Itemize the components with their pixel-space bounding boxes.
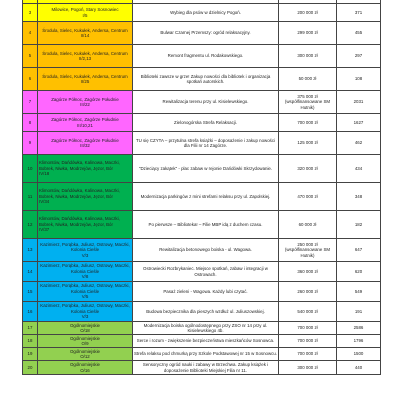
row-description: Budowa bezpiecznika dla pieszych wzdłuż ul. Juliuszowskiej. xyxy=(133,302,279,322)
row-cost: 320 000 zł xyxy=(279,155,337,183)
row-number: 18 xyxy=(23,335,38,348)
row-votes: 182 xyxy=(337,211,381,239)
row-area: Kazimierz, Porąbka, Juliusz, Ostrowy, Maczki, Kolonia Cieśle V/5 xyxy=(38,282,133,302)
table-row xyxy=(23,361,381,375)
row-number: 14 xyxy=(23,262,38,282)
row-cost: 299 000 zł xyxy=(279,22,337,45)
row-area: Zagórze Północ, Zagórze Południe III/22 xyxy=(38,91,133,114)
row-votes: 440 xyxy=(337,361,381,375)
row-number: 17 xyxy=(23,322,38,335)
row-votes: 2031 xyxy=(337,91,381,114)
row-number: 6 xyxy=(23,68,38,91)
row-area: Klimontów, Dańdówka, Kalinowa, Maczki, Bobrek, Niwka, Modrzejów, Jęzor, Bór IV/18 xyxy=(38,155,133,183)
row-description: Serce i rozum - zwiększenie bezpieczeństwa mieszkańców Sosnowca. xyxy=(133,335,279,348)
row-description: TU się CZYTA – przytulna strefa książki – doposażenie i zakup nowości dla Filii nr 14 Zagórze. xyxy=(133,132,279,155)
row-description: Rewitalizacja terenu przy ul. Kisielewskiego. xyxy=(133,91,279,114)
row-area: Kazimierz, Porąbka, Juliusz, Ostrowy, Maczki, Kolonia Cieśle V/3 xyxy=(38,302,133,322)
row-description: Remont fragmentu ul. Rodakowskiego. xyxy=(133,45,279,68)
row-area: Ogólnomiejskie O/16 xyxy=(38,361,133,375)
table-row xyxy=(23,348,381,361)
row-cost: 700 000 zł xyxy=(279,348,337,361)
row-area: Zagórze Północ, Zagórze Południe III/10,21 xyxy=(38,114,133,132)
row-votes: 462 xyxy=(337,132,381,155)
row-description: Strefa relaksu pod chmurką przy Szkole Podstawowej nr 15 w Sosnowcu. xyxy=(133,348,279,361)
row-votes: 348 xyxy=(337,183,381,211)
row-description: Ostrowiecki Rozbrykaniec. Miejsce spotkań, zabaw i integracji w Ostrowach. xyxy=(133,262,279,282)
row-number: 19 xyxy=(23,348,38,361)
row-area: Milowice, Pogoń, Stary Sosnowiec I/5 xyxy=(38,4,133,22)
table-row xyxy=(23,114,381,132)
row-area: Ogólnomiejskie O/18 xyxy=(38,322,133,335)
row-area: Kazimierz, Porąbka, Juliusz, Ostrowy, Maczki, Kolonia Cieśle V/3 xyxy=(38,239,133,262)
row-area: Zagórze Północ, Zagórze Południe III/32 xyxy=(38,132,133,155)
table-row xyxy=(23,68,381,91)
table-row xyxy=(23,239,381,262)
table-row xyxy=(23,262,381,282)
row-description: Rewitalizacja betonowego boiska - ul. Wagowa. xyxy=(133,239,279,262)
row-number: 4 xyxy=(23,22,38,45)
row-number: 11 xyxy=(23,183,38,211)
row-number: 10 xyxy=(23,155,38,183)
row-number: 15 xyxy=(23,282,38,302)
row-number: 13 xyxy=(23,239,38,262)
row-cost: 60 000 zł xyxy=(279,211,337,239)
row-area: Środula, Sielec, Kukułek, Andersa, Centrum II/2,13 xyxy=(38,45,133,68)
row-votes: 191 xyxy=(337,302,381,322)
row-votes: 1627 xyxy=(337,114,381,132)
row-votes: 108 xyxy=(337,68,381,91)
row-area: Ogólnomiejskie O/9 xyxy=(38,335,133,348)
row-number: 9 xyxy=(23,132,38,155)
row-description: Modernizacja parkingów z mini strefami relaksu przy ul. Zapolskiej. xyxy=(133,183,279,211)
table-row xyxy=(23,282,381,302)
row-description: "Dzieciący zakątek" - plac zabaw w rejonie Dańdówki Skrzydowanie. xyxy=(133,155,279,183)
row-description: Modernizacja boiska ogólnodostępnego przy ZSO nr 14 przy ul. Kisielewskiego 4b. xyxy=(133,322,279,335)
row-area: Klimontów, Dańdówka, Kalinowa, Maczki, Bobrek, Niwka, Modrzejów, Jęzor, Bór IV/37 xyxy=(38,211,133,239)
row-cost: 375 000 zł (współfinansowane SM Hutnik) xyxy=(279,91,337,114)
table-row xyxy=(23,183,381,211)
row-description: Biblioteki zawsze w grze! Zakup nowości dla bibliotek i organizacja spotkań autorskich. xyxy=(133,68,279,91)
table-row xyxy=(23,4,381,22)
row-number: 3 xyxy=(23,4,38,22)
table-row xyxy=(23,91,381,114)
row-votes: 549 xyxy=(337,282,381,302)
table-row xyxy=(23,302,381,322)
row-votes: 1796 xyxy=(337,335,381,348)
row-cost: 700 000 zł xyxy=(279,114,337,132)
row-votes: 371 xyxy=(337,4,381,22)
row-description: Sensoryczny ogród nauki i zabawy w Brzechwa. Zakup książek i doposażenie Biblioteki Miejskiej Filia nr 11. xyxy=(133,361,279,375)
row-cost: 125 000 zł xyxy=(279,132,337,155)
row-area: Środula, Sielec, Kukułek, Andersa, Centrum II/14 xyxy=(38,22,133,45)
row-votes: 647 xyxy=(337,239,381,262)
row-cost: 50 000 zł xyxy=(279,68,337,91)
table-row xyxy=(23,155,381,183)
row-cost: 700 000 zł xyxy=(279,335,337,348)
row-votes: 434 xyxy=(337,155,381,183)
row-cost: 700 000 zł xyxy=(279,322,337,335)
row-number: 8 xyxy=(23,114,38,132)
table-row xyxy=(23,211,381,239)
row-cost: 200 000 zł xyxy=(279,4,337,22)
table-row xyxy=(23,335,381,348)
row-number: 7 xyxy=(23,91,38,114)
row-description: Wybieg dla psów w dzielnicy Pogoń. xyxy=(133,4,279,22)
row-area: Kazimierz, Porąbka, Juliusz, Ostrowy, Maczki, Kolonia Cieśle V/8 xyxy=(38,262,133,282)
row-cost: 300 000 zł xyxy=(279,361,337,375)
row-number: 16 xyxy=(23,302,38,322)
projects-table-body xyxy=(23,0,381,375)
row-description: Po pierwsze – Biblioteka! – Filie MBP idą z duchem czasu. xyxy=(133,211,279,239)
row-votes: 455 xyxy=(337,22,381,45)
table-row xyxy=(23,322,381,335)
row-description: Bulwar Czarnej Przemszy: ogród relaksacyjny. xyxy=(133,22,279,45)
row-cost: 260 000 zł xyxy=(279,282,337,302)
projects-table xyxy=(22,0,381,375)
row-votes: 2586 xyxy=(337,322,381,335)
table-row xyxy=(23,132,381,155)
row-number: 20 xyxy=(23,361,38,375)
row-area: Ogólnomiejskie O/12 xyxy=(38,348,133,361)
row-votes: 297 xyxy=(337,45,381,68)
row-description: Zielonogórska Strefa Relaksacji. xyxy=(133,114,279,132)
row-cost: 300 000 zł xyxy=(279,45,337,68)
row-votes: 620 xyxy=(337,262,381,282)
row-description: Pasaż zieleni - Wagowa. Każdy lubi czytać. xyxy=(133,282,279,302)
row-number: 5 xyxy=(23,45,38,68)
row-cost: 470 000 zł xyxy=(279,183,337,211)
row-area: Środula, Sielec, Kukułek, Andersa, Centrum II/25 xyxy=(38,68,133,91)
row-area: Klimontów, Dańdówka, Kalinowa, Maczki, Bobrek, Niwka, Modrzejów, Jęzor, Bór IV/34 xyxy=(38,183,133,211)
row-cost: 540 000 zł xyxy=(279,302,337,322)
row-votes: 1500 xyxy=(337,348,381,361)
table-row xyxy=(23,45,381,68)
row-number: 12 xyxy=(23,211,38,239)
table-row xyxy=(23,22,381,45)
row-cost: 360 000 zł xyxy=(279,262,337,282)
row-cost: 250 000 zł (współfinansowane SM Hutnik) xyxy=(279,239,337,262)
